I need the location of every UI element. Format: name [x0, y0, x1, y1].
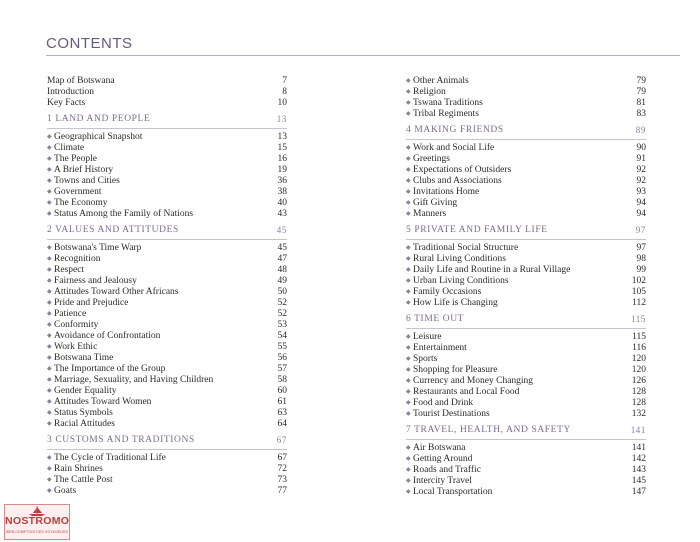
- toc-entry-title: Key Facts: [47, 98, 86, 108]
- toc-entry-title: 5 PRIVATE AND FAMILY LIFE: [406, 225, 548, 235]
- toc-entry: [47, 243, 287, 254]
- toc-entry: [47, 419, 287, 430]
- toc-entry-title: Family Occasions: [413, 287, 482, 297]
- toc-entry-title: Avoidance of Confrontation: [54, 331, 161, 341]
- toc-page-number: 94: [636, 209, 646, 219]
- toc-entry-title: The Importance of the Group: [54, 364, 166, 374]
- toc-entry: [406, 476, 646, 487]
- toc-entry-title: Manners: [413, 209, 447, 219]
- toc-page-number: 50: [277, 287, 287, 297]
- toc-entry-title: Conformity: [54, 320, 99, 330]
- toc-entry: [406, 387, 646, 398]
- toc-section-heading: [47, 432, 287, 450]
- toc-entry-title: 3 CUSTOMS AND TRADITIONS: [47, 435, 195, 445]
- bullet-icon: ◆: [47, 344, 52, 350]
- toc-entry: [47, 87, 287, 98]
- toc-entry-title: Status Among the Family of Nations: [54, 209, 194, 219]
- toc-entry-title: Daily Life and Routine in a Rural Village: [413, 265, 571, 275]
- toc-entry: [47, 176, 287, 187]
- bullet-icon: ◆: [406, 400, 411, 406]
- toc-entry: [47, 475, 287, 486]
- bullet-icon: ◆: [47, 289, 52, 295]
- toc-page-number: 116: [632, 343, 646, 353]
- bullet-icon: ◆: [406, 489, 411, 495]
- nostromo-logo: [4, 504, 70, 540]
- toc-page-number: 8: [282, 87, 287, 97]
- toc-entry: [47, 309, 287, 320]
- toc-entry: [47, 209, 287, 220]
- bullet-icon: ◆: [47, 189, 52, 195]
- toc-page-number: 72: [277, 464, 287, 474]
- bullet-icon: ◆: [406, 100, 411, 106]
- toc-entry: [406, 87, 646, 98]
- bullet-icon: ◆: [406, 267, 411, 273]
- toc-entry-title: Religion: [413, 87, 446, 97]
- logo-wordmark: NOSTROMO: [5, 515, 70, 527]
- toc-entry: [406, 343, 646, 354]
- bullet-icon: ◆: [406, 145, 411, 151]
- toc-entry-title: Food and Drink: [413, 398, 474, 408]
- toc-entry: [406, 287, 646, 298]
- toc-page-number: 143: [631, 465, 646, 475]
- bullet-icon: ◆: [406, 245, 411, 251]
- toc-entry: [406, 198, 646, 209]
- bullet-icon: ◆: [47, 245, 52, 251]
- toc-entry: [47, 386, 287, 397]
- toc-entry-title: Tswana Traditions: [413, 98, 483, 108]
- toc-entry-title: Botswana's Time Warp: [54, 243, 142, 253]
- bullet-icon: ◆: [406, 478, 411, 484]
- bullet-icon: ◆: [406, 178, 411, 184]
- toc-page-number: 98: [636, 254, 646, 264]
- toc-entry: [406, 98, 646, 109]
- toc-page-number: 94: [636, 198, 646, 208]
- toc-entry-title: Entertainment: [413, 343, 467, 353]
- toc-entry-title: Sports: [413, 354, 438, 364]
- toc-entry-title: Patience: [54, 309, 87, 319]
- toc-page-number: 40: [277, 198, 287, 208]
- toc-entry: [47, 298, 287, 309]
- toc-entry-title: Rain Shrines: [54, 464, 103, 474]
- bullet-icon: ◆: [406, 467, 411, 473]
- toc-entry-title: Geographical Snapshot: [54, 132, 143, 142]
- toc-entry-title: 7 TRAVEL, HEALTH, AND SAFETY: [406, 425, 571, 435]
- toc-section-heading: [47, 222, 287, 240]
- bullet-icon: ◆: [47, 311, 52, 317]
- toc-entry-title: Gift Giving: [413, 198, 458, 208]
- bullet-icon: ◆: [406, 345, 411, 351]
- toc-page-number: 92: [636, 176, 646, 186]
- toc-entry-title: Tourist Destinations: [413, 409, 490, 419]
- toc-page-number: 147: [631, 487, 646, 497]
- toc-page-number: 16: [277, 154, 287, 164]
- toc-entry: [406, 398, 646, 409]
- toc-page-number: 112: [632, 298, 646, 308]
- toc-entry: [406, 143, 646, 154]
- toc-entry-title: A Brief History: [54, 165, 114, 175]
- toc-page-number: 7: [282, 76, 287, 86]
- toc-page-number: 53: [277, 320, 287, 330]
- toc-page-number: 97: [636, 243, 646, 253]
- toc-page-number: 15: [277, 143, 287, 153]
- toc-entry-title: The People: [54, 154, 98, 164]
- toc-section-heading: [47, 111, 287, 129]
- toc-page-number: 61: [277, 397, 287, 407]
- bullet-icon: ◆: [47, 278, 52, 284]
- toc-entry: [47, 320, 287, 331]
- toc-page-number: 73: [277, 475, 287, 485]
- toc-entry-title: 2 VALUES AND ATTITUDES: [47, 225, 179, 235]
- toc-page-number: 45: [277, 243, 287, 253]
- toc-entry-title: Rural Living Conditions: [413, 254, 506, 264]
- toc-page-number: 55: [277, 342, 287, 352]
- toc-entry-title: 1 LAND AND PEOPLE: [47, 114, 151, 124]
- toc-page-number: 52: [277, 298, 287, 308]
- toc-section-heading: [406, 222, 646, 240]
- toc-entry-title: Tribal Regiments: [413, 109, 479, 119]
- toc-entry: [47, 98, 287, 109]
- toc-entry: [406, 187, 646, 198]
- toc-entry-title: Shopping for Pleasure: [413, 365, 498, 375]
- toc-page-number: 141: [630, 425, 646, 435]
- toc-page-number: 67: [276, 435, 287, 445]
- toc-entry-title: Racial Attitudes: [54, 419, 115, 429]
- toc-entry: [406, 109, 646, 120]
- toc-entry-title: Leisure: [413, 332, 442, 342]
- toc-page-number: 43: [277, 209, 287, 219]
- toc-section-heading: [406, 311, 646, 329]
- toc-entry: [47, 132, 287, 143]
- toc-entry: [406, 354, 646, 365]
- toc-entry-title: Respect: [54, 265, 85, 275]
- toc-entry-title: Status Symbols: [54, 408, 113, 418]
- toc-page-number: 128: [631, 387, 646, 397]
- bullet-icon: ◆: [406, 156, 411, 162]
- toc-page-number: 36: [277, 176, 287, 186]
- toc-page-number: 115: [631, 314, 646, 324]
- toc-page-number: 45: [276, 225, 287, 235]
- bullet-icon: ◆: [47, 466, 52, 472]
- toc-entry-title: Work and Social Life: [413, 143, 495, 153]
- bullet-icon: ◆: [406, 445, 411, 451]
- bullet-icon: ◆: [47, 333, 52, 339]
- toc-entry-title: Invitations Home: [413, 187, 480, 197]
- toc-page-number: 89: [635, 125, 646, 135]
- toc-page-number: 120: [631, 354, 646, 364]
- toc-entry-title: Greetings: [413, 154, 450, 164]
- toc-entry-title: Attitudes Toward Women: [54, 397, 152, 407]
- bullet-icon: ◆: [406, 367, 411, 373]
- toc-page-number: 115: [632, 332, 646, 342]
- bullet-icon: ◆: [47, 300, 52, 306]
- toc-page-number: 105: [631, 287, 646, 297]
- bullet-icon: ◆: [47, 455, 52, 461]
- bullet-icon: ◆: [406, 356, 411, 362]
- bullet-icon: ◆: [406, 411, 411, 417]
- toc-entry: [406, 254, 646, 265]
- toc-page-number: 10: [277, 98, 287, 108]
- toc-page-number: 52: [277, 309, 287, 319]
- bullet-icon: ◆: [47, 167, 52, 173]
- toc-entry-title: Towns and Cities: [54, 176, 120, 186]
- bullet-icon: ◆: [47, 399, 52, 405]
- toc-entry-title: Goats: [54, 486, 77, 496]
- toc-entry-title: The Cycle of Traditional Life: [54, 453, 166, 463]
- toc-entry-title: Climate: [54, 143, 85, 153]
- toc-entry: [406, 443, 646, 454]
- toc-entry: [47, 342, 287, 353]
- toc-page-number: 64: [277, 419, 287, 429]
- bullet-icon: ◆: [47, 267, 52, 273]
- toc-entry: [47, 154, 287, 165]
- toc-page-number: 13: [277, 132, 287, 142]
- toc-entry: [47, 364, 287, 375]
- toc-page-number: 47: [277, 254, 287, 264]
- toc-page-number: 81: [636, 98, 646, 108]
- toc-entry-title: Attitudes Toward Other Africans: [54, 287, 179, 297]
- toc-entry: [47, 143, 287, 154]
- toc-entry-title: Local Transportation: [413, 487, 493, 497]
- toc-entry: [47, 187, 287, 198]
- title-divider: [46, 55, 680, 56]
- toc-entry: [47, 265, 287, 276]
- toc-entry: [47, 76, 287, 87]
- toc-page-number: 126: [631, 376, 646, 386]
- toc-section-heading: [406, 422, 646, 440]
- toc-page-number: 145: [631, 476, 646, 486]
- toc-entry: [406, 487, 646, 498]
- toc-entry-title: Intercity Travel: [413, 476, 472, 486]
- toc-entry-title: Traditional Social Structure: [413, 243, 519, 253]
- toc-page-number: 90: [636, 143, 646, 153]
- bullet-icon: ◆: [47, 488, 52, 494]
- toc-entry: [47, 397, 287, 408]
- toc-column-left: [47, 76, 287, 497]
- toc-entry: [406, 409, 646, 420]
- toc-entry: [406, 76, 646, 87]
- toc-page-number: 58: [277, 375, 287, 385]
- toc-entry: [406, 376, 646, 387]
- toc-page-number: 120: [631, 365, 646, 375]
- toc-page-number: 79: [636, 87, 646, 97]
- toc-entry: [406, 365, 646, 376]
- bullet-icon: ◆: [47, 256, 52, 262]
- bullet-icon: ◆: [47, 366, 52, 372]
- toc-page-number: 60: [277, 386, 287, 396]
- logo-tagline: WEB COMPTOIR DES VOYAGEURS: [5, 530, 69, 534]
- toc-entry-title: Work Ethic: [54, 342, 98, 352]
- toc-page-number: 128: [631, 398, 646, 408]
- bullet-icon: ◆: [406, 456, 411, 462]
- bullet-icon: ◆: [406, 111, 411, 117]
- toc-entry-title: Recognition: [54, 254, 101, 264]
- toc-entry-title: Pride and Prejudice: [54, 298, 129, 308]
- toc-page-number: 77: [277, 486, 287, 496]
- toc-entry: [47, 453, 287, 464]
- toc-entry: [406, 298, 646, 309]
- toc-page-number: 49: [277, 276, 287, 286]
- toc-entry: [406, 243, 646, 254]
- toc-entry: [47, 287, 287, 298]
- toc-page-number: 79: [636, 76, 646, 86]
- toc-entry: [47, 198, 287, 209]
- bullet-icon: ◆: [47, 388, 52, 394]
- toc-entry: [406, 465, 646, 476]
- toc-page-number: 93: [636, 187, 646, 197]
- toc-page-number: 99: [636, 265, 646, 275]
- bullet-icon: ◆: [406, 300, 411, 306]
- toc-entry: [47, 408, 287, 419]
- toc-entry-title: The Cattle Post: [54, 475, 113, 485]
- toc-page-number: 141: [631, 443, 646, 453]
- toc-entry-title: Urban Living Conditions: [413, 276, 509, 286]
- toc-entry: [47, 254, 287, 265]
- toc-entry-title: Map of Botswana: [47, 76, 115, 86]
- toc-page-number: 13: [276, 114, 287, 124]
- bullet-icon: ◆: [406, 89, 411, 95]
- toc-entry: [406, 265, 646, 276]
- toc-page-number: 19: [277, 165, 287, 175]
- bullet-icon: ◆: [406, 78, 411, 84]
- toc-page-number: 91: [636, 154, 646, 164]
- toc-page-number: 83: [636, 109, 646, 119]
- toc-column-right: [406, 76, 646, 498]
- toc-entry: [406, 276, 646, 287]
- toc-page-number: 132: [631, 409, 646, 419]
- toc-entry-title: 6 TIME OUT: [406, 314, 465, 324]
- toc-page-number: 57: [277, 364, 287, 374]
- bullet-icon: ◆: [47, 134, 52, 140]
- bullet-icon: ◆: [47, 200, 52, 206]
- toc-page-number: 142: [631, 454, 646, 464]
- bullet-icon: ◆: [47, 477, 52, 483]
- toc-entry: [47, 331, 287, 342]
- toc-entry: [47, 353, 287, 364]
- toc-entry-title: Botswana Time: [54, 353, 114, 363]
- toc-entry-title: Other Animals: [413, 76, 469, 86]
- toc-entry: [406, 176, 646, 187]
- bullet-icon: ◆: [47, 322, 52, 328]
- toc-entry-title: How Life is Changing: [413, 298, 498, 308]
- toc-entry-title: Restaurants and Local Food: [413, 387, 520, 397]
- toc-page-number: 56: [277, 353, 287, 363]
- toc-section-heading: [406, 122, 646, 140]
- toc-entry-title: Gender Equality: [54, 386, 117, 396]
- toc-page-number: 63: [277, 408, 287, 418]
- page-title: CONTENTS: [46, 35, 133, 52]
- toc-page-number: 54: [277, 331, 287, 341]
- bullet-icon: ◆: [406, 200, 411, 206]
- bullet-icon: ◆: [406, 211, 411, 217]
- bullet-icon: ◆: [406, 278, 411, 284]
- bullet-icon: ◆: [47, 156, 52, 162]
- toc-entry: [406, 209, 646, 220]
- bullet-icon: ◆: [406, 389, 411, 395]
- bullet-icon: ◆: [406, 289, 411, 295]
- toc-entry: [47, 165, 287, 176]
- toc-entry-title: Fairness and Jealousy: [54, 276, 137, 286]
- toc-entry: [406, 154, 646, 165]
- toc-page-number: 38: [277, 187, 287, 197]
- bullet-icon: ◆: [406, 378, 411, 384]
- toc-entry-title: Air Botswana: [413, 443, 466, 453]
- bullet-icon: ◆: [47, 178, 52, 184]
- toc-entry: [47, 375, 287, 386]
- bullet-icon: ◆: [406, 256, 411, 262]
- toc-page-number: 67: [277, 453, 287, 463]
- toc-page-number: 97: [635, 225, 646, 235]
- toc-entry: [47, 276, 287, 287]
- toc-page-number: 48: [277, 265, 287, 275]
- bullet-icon: ◆: [406, 189, 411, 195]
- toc-page-number: 102: [631, 276, 646, 286]
- toc-entry-title: Government: [54, 187, 102, 197]
- toc-entry-title: Getting Around: [413, 454, 473, 464]
- bullet-icon: ◆: [47, 355, 52, 361]
- bullet-icon: ◆: [47, 211, 52, 217]
- bullet-icon: ◆: [47, 377, 52, 383]
- bullet-icon: ◆: [406, 334, 411, 340]
- toc-page-number: 92: [636, 165, 646, 175]
- toc-entry-title: 4 MAKING FRIENDS: [406, 125, 504, 135]
- toc-entry: [406, 332, 646, 343]
- toc-entry-title: Expectations of Outsiders: [413, 165, 512, 175]
- toc-entry: [406, 454, 646, 465]
- toc-entry-title: Marriage, Sexuality, and Having Children: [54, 375, 214, 385]
- toc-entry: [47, 486, 287, 497]
- toc-entry-title: Clubs and Associations: [413, 176, 502, 186]
- bullet-icon: ◆: [47, 145, 52, 151]
- toc-entry-title: Currency and Money Changing: [413, 376, 534, 386]
- bullet-icon: ◆: [47, 410, 52, 416]
- toc-entry: [406, 165, 646, 176]
- bullet-icon: ◆: [406, 167, 411, 173]
- bullet-icon: ◆: [47, 421, 52, 427]
- toc-entry-title: Roads and Traffic: [413, 465, 481, 475]
- toc-entry-title: Introduction: [47, 87, 94, 97]
- toc-entry-title: The Economy: [54, 198, 108, 208]
- toc-entry: [47, 464, 287, 475]
